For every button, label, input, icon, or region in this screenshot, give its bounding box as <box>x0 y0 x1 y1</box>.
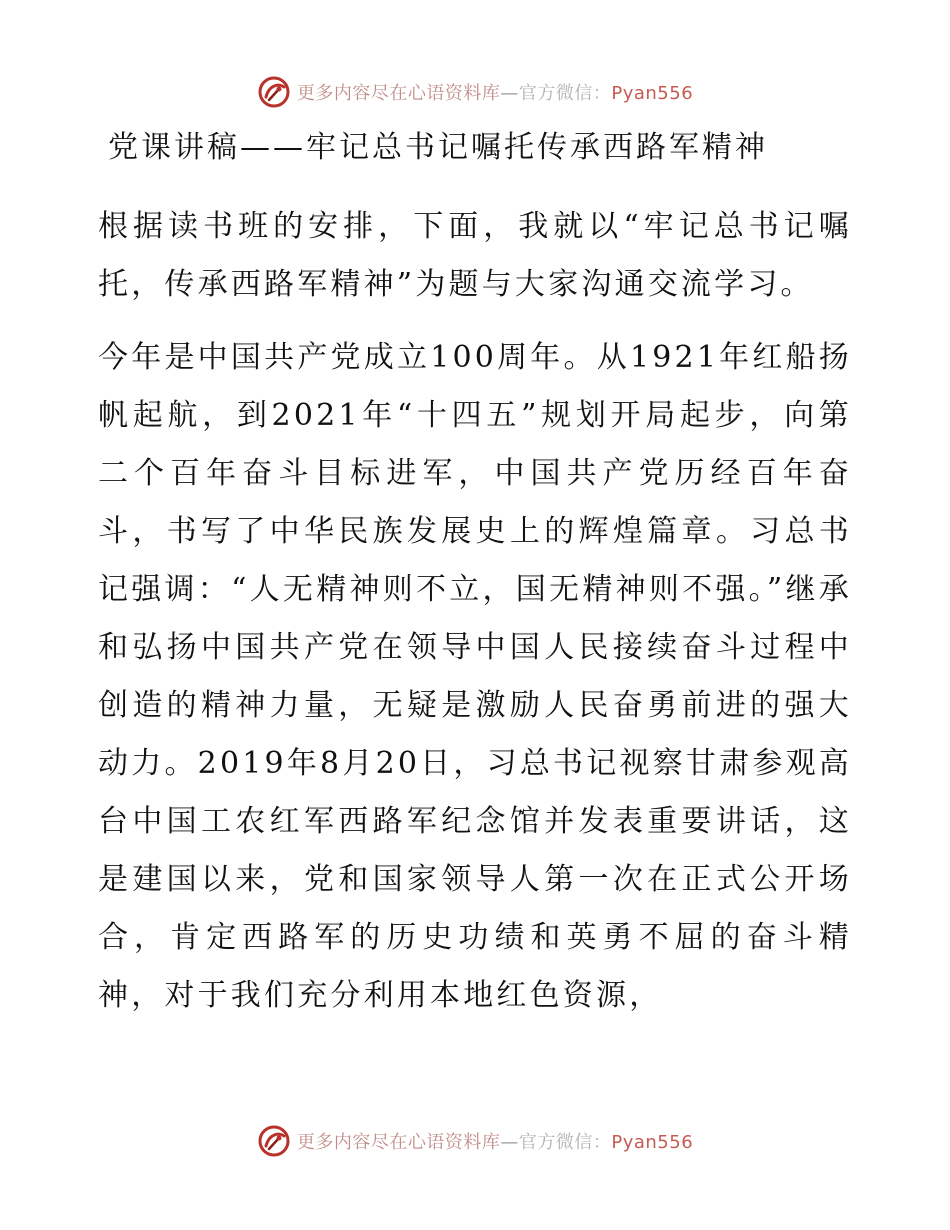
watermark-account: Pyan556 <box>611 1132 694 1153</box>
watermark-account: Pyan556 <box>611 83 694 104</box>
watermark-text <box>297 79 693 105</box>
watermark-separator: — <box>500 83 519 104</box>
watermark-site-name: 更多内容尽在心语资料库 <box>296 1132 501 1153</box>
header-watermark <box>0 72 950 112</box>
watermark-separator: — <box>500 1132 519 1153</box>
paragraph-intro: 根据读书班的安排，下面，我就以“牢记总书记嘱托，传承西路军精神”为题与大家沟通交流学习。 <box>98 209 852 302</box>
footer-watermark <box>0 1121 950 1161</box>
document-body <box>98 128 852 1025</box>
watermark-site-name: 更多内容尽在心语资料库 <box>296 83 501 104</box>
watermark-wechat-label: 官方微信： <box>518 83 612 104</box>
red-circle-logo-icon <box>257 1124 291 1158</box>
watermark-wechat-label: 官方微信： <box>518 1132 612 1153</box>
watermark-text <box>297 1128 693 1154</box>
red-circle-logo-icon <box>257 75 291 109</box>
paragraph-main: 今年是中国共产党成立100周年。从1921年红船扬帆起航，到2021年“十四五”规划开局起步，向第二个百年奋斗目标进军，中国共产党历经百年奋斗，书写了中华民族发展史上的辉煌篇章。习总书记强调：“人无精神则不立，国无精神则不强。”继承和弘扬中国共产党在领导中国人民接续奋斗过程中创造的精神力量，无疑是激励人民奋勇前进的强大动力。2019年8月20日，习总书记视察甘肃参观高台中国工农红军西路军纪念馆并发表重要讲话，这是建国以来，党和国家领导人第一次在正式公开场合，肯定西路军的历史功绩和英勇不屈的奋斗精神，对于我们充分利用本地红色资源， <box>98 340 852 1013</box>
document-title: 党课讲稿——牢记总书记嘱托传承西路军精神 <box>108 130 768 165</box>
